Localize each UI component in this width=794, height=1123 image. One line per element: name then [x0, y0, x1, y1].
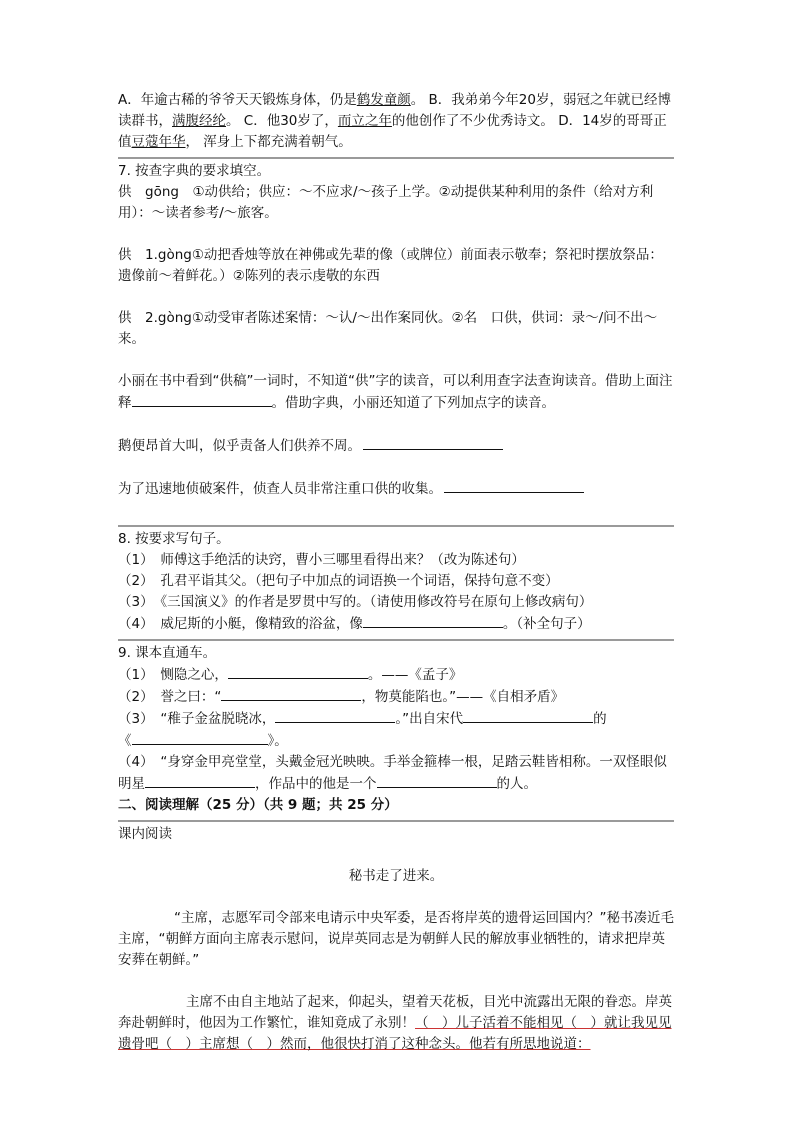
idiom-a: 鹤发童颜 [356, 92, 411, 108]
answer-blank[interactable] [363, 435, 503, 450]
q9-item-3-cont: 《 》。 [118, 730, 674, 752]
answer-blank[interactable] [444, 478, 584, 493]
idiom-b: 满腹经纶 [172, 113, 226, 129]
q9-item-1: （1） 恻隐之心， 。——《孟子》 [118, 664, 674, 686]
divider [118, 525, 674, 527]
q7-line-1: 鹅便昂首大叫，似乎责备人们供养不周。 [118, 435, 674, 457]
dict-entry-2: 供 1.gòng①动把香烛等放在神佛或先辈的像（或牌位）前面表示敬奉；祭祀时摆放祭品：遗像前～着鲜花。）②陈列的表示虔敬的东西 [118, 247, 663, 284]
answer-blank[interactable] [132, 392, 272, 407]
q8-sentence-3: （3） 《三国演义》的作者是罗贯中写的。（请使用修改符号在原句上修改病句） [118, 594, 593, 610]
idiom-d: 豆蔻年华 [131, 134, 186, 150]
section-subtitle: 课内阅读 [118, 826, 172, 842]
underlined-passage: （ ）儿子活着不能相见（ ）就让我见见遗骨吧（ ）主席想（ ）然而，他很快打消了这种念头。他若有所思地说道： [118, 1015, 672, 1052]
divider [118, 639, 674, 641]
answer-blank[interactable] [145, 773, 255, 788]
q7-line-2: 为了迅速地侦破案件，侦查人员非常注重口供的收集。 [118, 478, 674, 500]
answer-blank[interactable] [363, 613, 503, 628]
answer-blank[interactable] [132, 730, 268, 745]
q8-sentence-2: （2） 孔君平诣其父。（把句子中加点的词语换一个词语，保持句意不变） [118, 573, 559, 589]
q9-title: 9. 课本直通车。 [118, 645, 217, 661]
answer-blank[interactable] [275, 708, 395, 723]
divider [118, 820, 674, 822]
q8-sentence-1: （1） 师傅这手绝活的诀窍，曹小三哪里看得出来？（改为陈述句） [118, 552, 525, 568]
dict-entry-1: 供 gōng ①动供给；供应：～不应求/～孩子上学。②动提供某种利用的条件（给对方利用）：～读者参考/～旅客。 [118, 184, 654, 221]
divider [118, 157, 674, 159]
exam-page [118, 90, 674, 1055]
dict-entry-3: 供 2.gòng①动受审者陈述案情：～认/～出作案同伙。②名 口供，供词：录～/问不出～来。 [118, 310, 658, 347]
q7-title: 7. 按查字典的要求填空。 [118, 163, 271, 179]
passage-paragraph-1: “主席，志愿军司令部来电请示中央军委，是否将岸英的遗骨运回国内？”秘书凑近毛主席，“朝鲜方面向主席表示慰问，说岸英同志是为朝鲜人民的解放事业牺牲的，请求把岸英安葬在朝鲜。” [118, 910, 674, 968]
q9-item-3: （3） “稚子金盆脱晓冰， 。”出自宋代 的 [118, 708, 674, 730]
answer-blank[interactable] [463, 708, 593, 723]
q9-item-2: （2） 誉之曰：“ ，物莫能陷也。”——《自相矛盾》 [118, 686, 674, 708]
section-title: 二、阅读理解（25 分）（共 9 题；共 25 分） [118, 797, 398, 813]
passage-heading: 秘书走了进来。 [348, 868, 444, 884]
answer-blank[interactable] [221, 686, 361, 701]
q9-item-4: （4） “身穿金甲亮堂堂，头戴金冠光映映。手举金箍棒一根，足踏云鞋皆相称。一双怪眼似明星 ，作品中的他是一个 的人。 [118, 754, 667, 792]
passage-paragraph-2: 主席不由自主地站了起来，仰起头，望着天花板，目光中流露出无限的眷恋。岸英奔赴朝鲜时，他因为工作繁忙，谁知竟成了永别！（ ）儿子活着不能相见（ ）就让我见见遗骨吧（ ）主席想（ ）然而，他很快打消了这种念头。他若有所思地说道： [118, 994, 672, 1052]
answer-blank[interactable] [228, 664, 368, 679]
q8-title: 8. 按要求写句子。 [118, 531, 230, 547]
answer-blank[interactable] [377, 773, 497, 788]
q8-sentence-4: （4） 威尼斯的小艇，像精致的浴盆，像 。（补全句子） [118, 613, 674, 635]
q7-paragraph: 小丽在书中看到“供稿”一词时，不知道“供”字的读音，可以利用查字法查询读音。借助上面注释 。借助字典，小丽还知道了下列加点字的读音。 [118, 373, 673, 411]
idiom-c: 而立之年 [337, 113, 392, 129]
q6-options: A．年逾古稀的爷爷天天锻炼身体，仍是鹤发童颜。 B．我弟弟今年20岁，弱冠之年就已经博读群书，满腹经纶。 C．他30岁了，而立之年的他创作了不少优秀诗文。 D．14岁的哥哥正值豆蔻年华， 浑身上下都充满着朝气。 [118, 92, 671, 150]
